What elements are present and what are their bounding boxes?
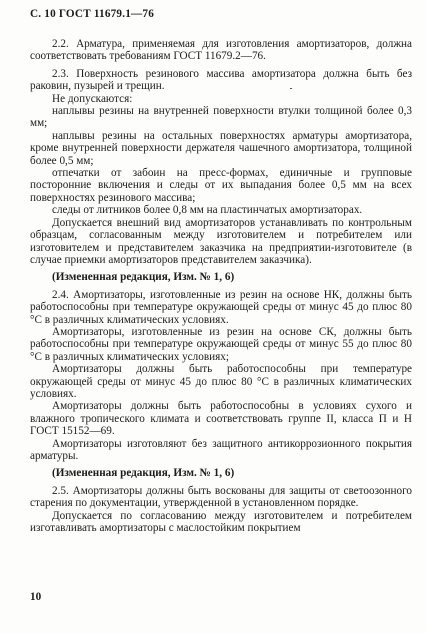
paragraph-oil-resistant: Допускается по согласованию между изготовителем и потребителем изготавливать амортизаторы с маслостойким покрытием — [30, 509, 412, 535]
paragraph-2-3: 2.3. Поверхность резинового массива амортизатора должна быть без раковин, пузырей и трещин. — [30, 67, 412, 93]
revision-note-2: (Измененная редакция, Изм. № 1, 6) — [52, 467, 235, 480]
paragraph-gate-marks: следы от литников более 0,8 мм на пластинчатых амортизаторах. — [52, 204, 363, 217]
page-header: С. 10 ГОСТ 11679.1—76 — [30, 8, 154, 20]
revision-note-1: (Измененная редакция, Изм. № 1, 6) — [52, 271, 235, 284]
paragraph-2-5: 2.5. Амортизаторы должны быть воскованы для защиты от светоозонного старения по документации, утвержденной в установленном порядке. — [30, 484, 412, 510]
scan-speck — [290, 88, 292, 89]
paragraph-2-2: 2.2. Арматура, применяемая для изготовления амортизаторов, должна соответствовать требованиям ГОСТ 11679.2—76. — [30, 38, 412, 63]
paragraph-not-allowed: Не допускаются: — [52, 92, 133, 105]
body-text — [30, 38, 412, 534]
page-number: 10 — [30, 591, 42, 603]
paragraph-operability: Амортизаторы должны быть работоспособны при температуре окружающей среды от минус 45 до плюс 80 °С в различных климатических условиях. — [30, 363, 412, 400]
paragraph-appearance: Допускается внешний вид амортизаторов устанавливать по контрольным образцам, согласованным между изготовителем и потребителем или изготовителем и представителем заказчика на предприятии-изготовителе (в случае приемки амортизаторов представителем заказчика). — [30, 216, 412, 266]
paragraph-2-4: 2.4. Амортизаторы, изготовленные из резин на основе НК, должны быть работоспособны при температуре окружающей среды от минус 45 до плюс 80 °С в различных климатических условиях. — [30, 288, 412, 326]
paragraph-sleeve-flash: наплывы резины на внутренней поверхности втулки толщиной более 0,3 мм; — [30, 105, 412, 130]
paragraph-sk-rubber: Амортизаторы, изготовленные из резин на основе СК, должны быть работоспособны при температуре окружающей среды от минус 55 до плюс 80 °С в различных климатических условиях; — [30, 325, 412, 363]
paragraph-imprints: отпечатки от забоин на пресс-формах, единичные и групповые посторонние включения и следы от их выпадания более 0,5 мм на всех поверхностях резинового массива; — [30, 167, 412, 204]
paragraph-other-flash: наплывы резины на остальных поверхностях арматуры амортизатора, кроме внутренней поверхности держателя чашечного амортизатора, толщиной более 0,5 мм; — [30, 129, 412, 167]
paragraph-tropical: Амортизаторы должны быть работоспособны в условиях сухого и влажного тропического климата и соответствовать группе II, класса П и Н ГОСТ 15152—69. — [30, 400, 412, 438]
paragraph-no-coating: Амортизаторы изготовляют без защитного антикоррозионного покрытия арматуры. — [30, 437, 412, 462]
